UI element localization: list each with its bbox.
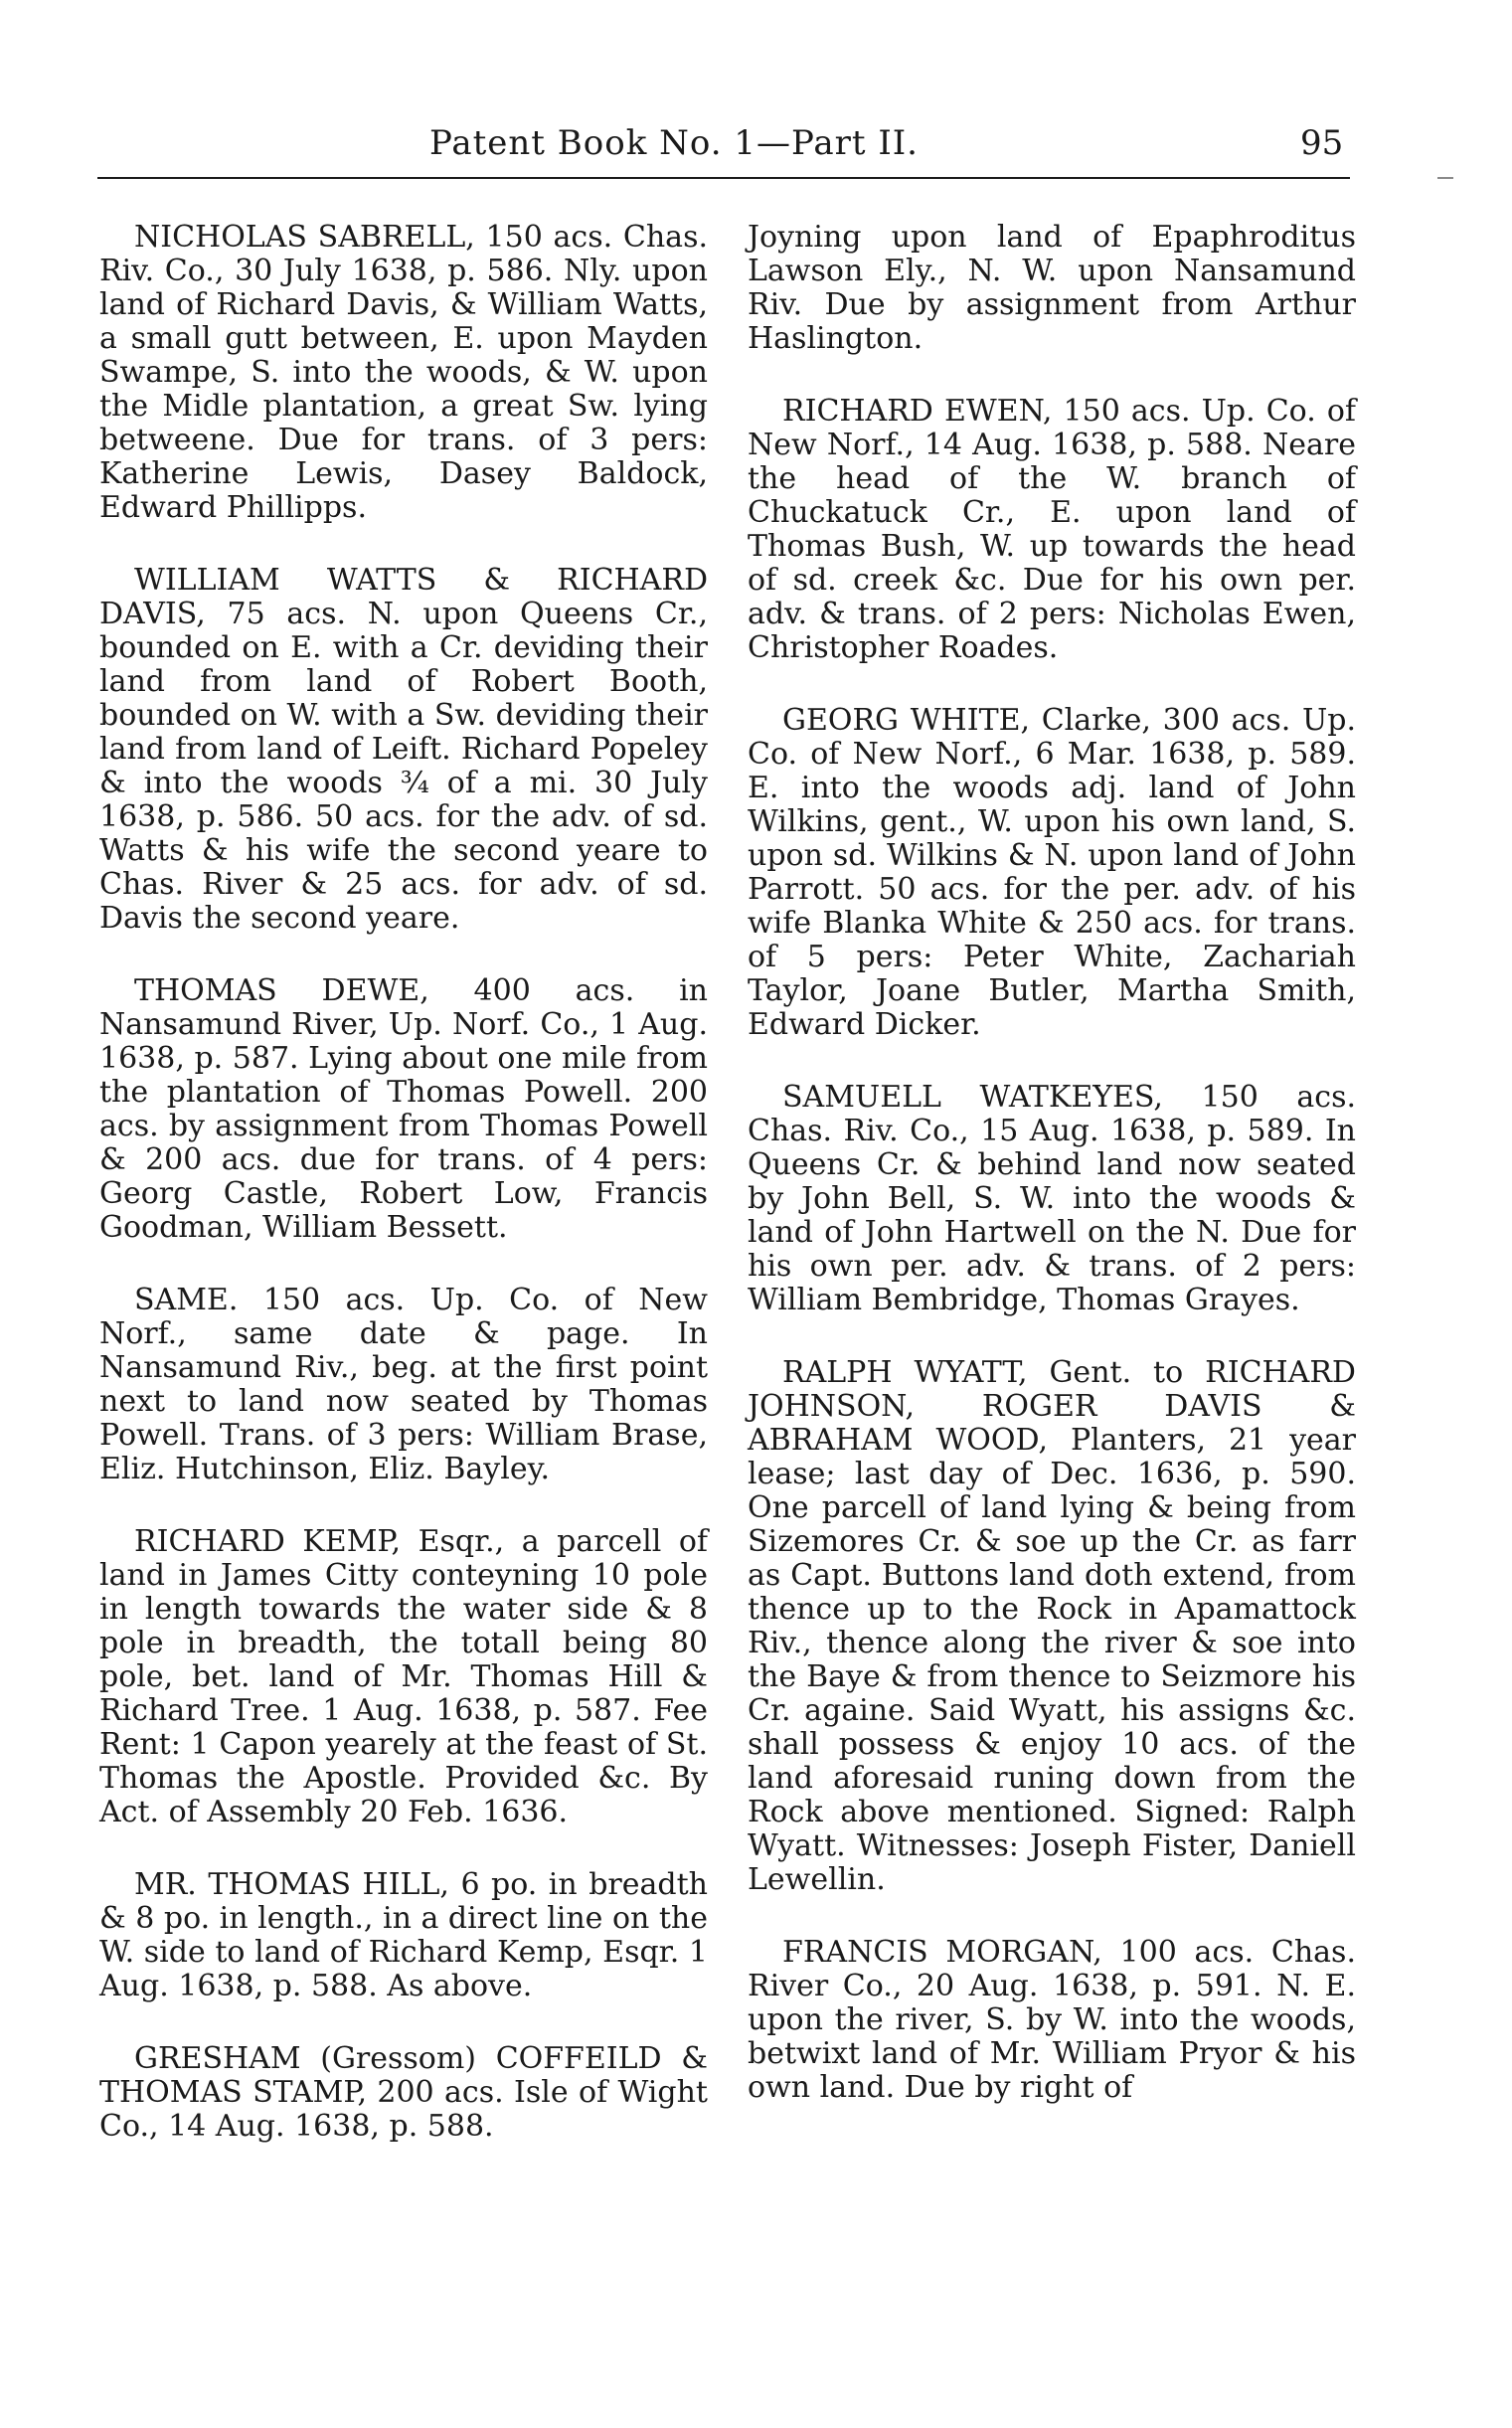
patent-entry-ralph-wyatt: RALPH WYATT, Gent. to RICHARD JOHNSON, ROGER DAVIS & ABRAHAM WOOD, Planters, 21 year lease; last day of Dec. 1636, p. 590. One parcell of land lying & being from Sizemores Cr. & soe up the Cr. as farr as Capt. Buttons land doth extend, from thence up to the Rock in Apamattock Riv., thence along the river & soe into the Baye & from thence to Seizmore his Cr. againe. Said Wyatt, his assigns &c. shall possess & enjoy 10 acs. of the land aforesaid runing down from the Rock above mentioned. Signed: Ralph Wyatt. Witnesses: Joseph Fister, Daniell Lewellin. [748,1355,1356,1897]
margin-mark [1437,177,1453,179]
patent-entry-samuell-watkeyes: SAMUELL WATKEYES, 150 acs. Chas. Riv. Co., 15 Aug. 1638, p. 589. In Queens Cr. & behind land now seated by John Bell, S. W. into the woods & land of John Hartwell on the N. Due for his own per. adv. & trans. of 2 pers: William Bembridge, Thomas Grayes. [748,1080,1356,1317]
patent-entry-thomas-dewe: THOMAS DEWE, 400 acs. in Nansamund River, Up. Norf. Co., 1 Aug. 1638, p. 587. Lying about one mile from the plantation of Thomas Powell. 200 acs. by assignment from Thomas Powell & 200 acs. due for trans. of 4 pers: Georg Castle, Robert Low, Francis Goodman, William Bessett. [99,973,708,1245]
left-column [99,221,708,2182]
patent-entry-watts-davis: WILLIAM WATTS & RICHARD DAVIS, 75 acs. N. upon Queens Cr., bounded on E. with a Cr. deviding their land from land of Robert Booth, bounded on W. with a Sw. deviding their land from land of Leift. Richard Popeley & into the woods ¾ of a mi. 30 July 1638, p. 586. 50 acs. for the adv. of sd. Watts & his wife the second yeare to Chas. River & 25 acs. for adv. of sd. Davis the second yeare. [99,563,708,936]
patent-entry-francis-morgan: FRANCIS MORGAN, 100 acs. Chas. River Co., 20 Aug. 1638, p. 591. N. E. upon the river, S. by W. into the woods, betwixt land of Mr. William Pryor & his own land. Due by right of [748,1935,1356,2105]
page-number: 95 [1300,123,1344,163]
patent-entry-richard-ewen: RICHARD EWEN, 150 acs. Up. Co. of New Norf., 14 Aug. 1638, p. 588. Neare the head of the W. branch of Chuckatuck Cr., E. upon land of Thomas Bush, W. up towards the head of sd. creek &c. Due for his own per. adv. & trans. of 2 pers: Nicholas Ewen, Christopher Roades. [748,394,1356,665]
patent-entry-coffeild-stamp: GRESHAM (Gressom) COFFEILD & THOMAS STAMP, 200 acs. Isle of Wight Co., 14 Aug. 1638, p. 588. [99,2041,708,2144]
patent-entry-nicholas-sabrell: NICHOLAS SABRELL, 150 acs. Chas. Riv. Co., 30 July 1638, p. 586. Nly. upon land of Richard Davis, & William Watts, a small gutt between, E. upon Mayden Swampe, S. into the woods, & W. upon the Midle plantation, a great Sw. lying betweene. Due for trans. of 3 pers: Katherine Lewis, Dasey Baldock, Edward Phillipps. [99,220,708,525]
patent-entry-thomas-hill: MR. THOMAS HILL, 6 po. in breadth & 8 po. in length., in a direct line on the W. side to land of Richard Kemp, Esqr. 1 Aug. 1638, p. 588. As above. [99,1867,708,2003]
patent-entry-richard-kemp: RICHARD KEMP, Esqr., a parcell of land in James Citty conteyning 10 pole in length towards the water side & 8 pole in breadth, the totall being 80 pole, bet. land of Mr. Thomas Hill & Richard Tree. 1 Aug. 1638, p. 587. Fee Rent: 1 Capon yearely at the feast of St. Thomas the Apostle. Provided &c. By Act. of Assembly 20 Feb. 1636. [99,1524,708,1829]
running-header-title: Patent Book No. 1—Part II. [429,123,919,163]
patent-entry-same: SAME. 150 acs. Up. Co. of New Norf., same date & page. In Nansamund Riv., beg. at the first point next to land now seated by Thomas Powell. Trans. of 3 pers: William Brase, Eliz. Hutchinson, Eliz. Bayley. [99,1283,708,1486]
patent-entry-georg-white: GEORG WHITE, Clarke, 300 acs. Up. Co. of New Norf., 6 Mar. 1638, p. 589. E. into the woods adj. land of John Wilkins, gent., W. upon his own land, S. upon sd. Wilkins & N. upon land of John Parrott. 50 acs. for the per. adv. of his wife Blanka White & 250 acs. for trans. of 5 pers: Peter White, Zachariah Taylor, Joane Butler, Martha Smith, Edward Dicker. [748,703,1356,1042]
right-column [748,221,1356,2144]
patent-entry-continuation: Joyning upon land of Epaphroditus Lawson Ely., N. W. upon Nansamund Riv. Due by assignment from Arthur Haslington. [748,220,1356,356]
header-rule [97,177,1350,179]
